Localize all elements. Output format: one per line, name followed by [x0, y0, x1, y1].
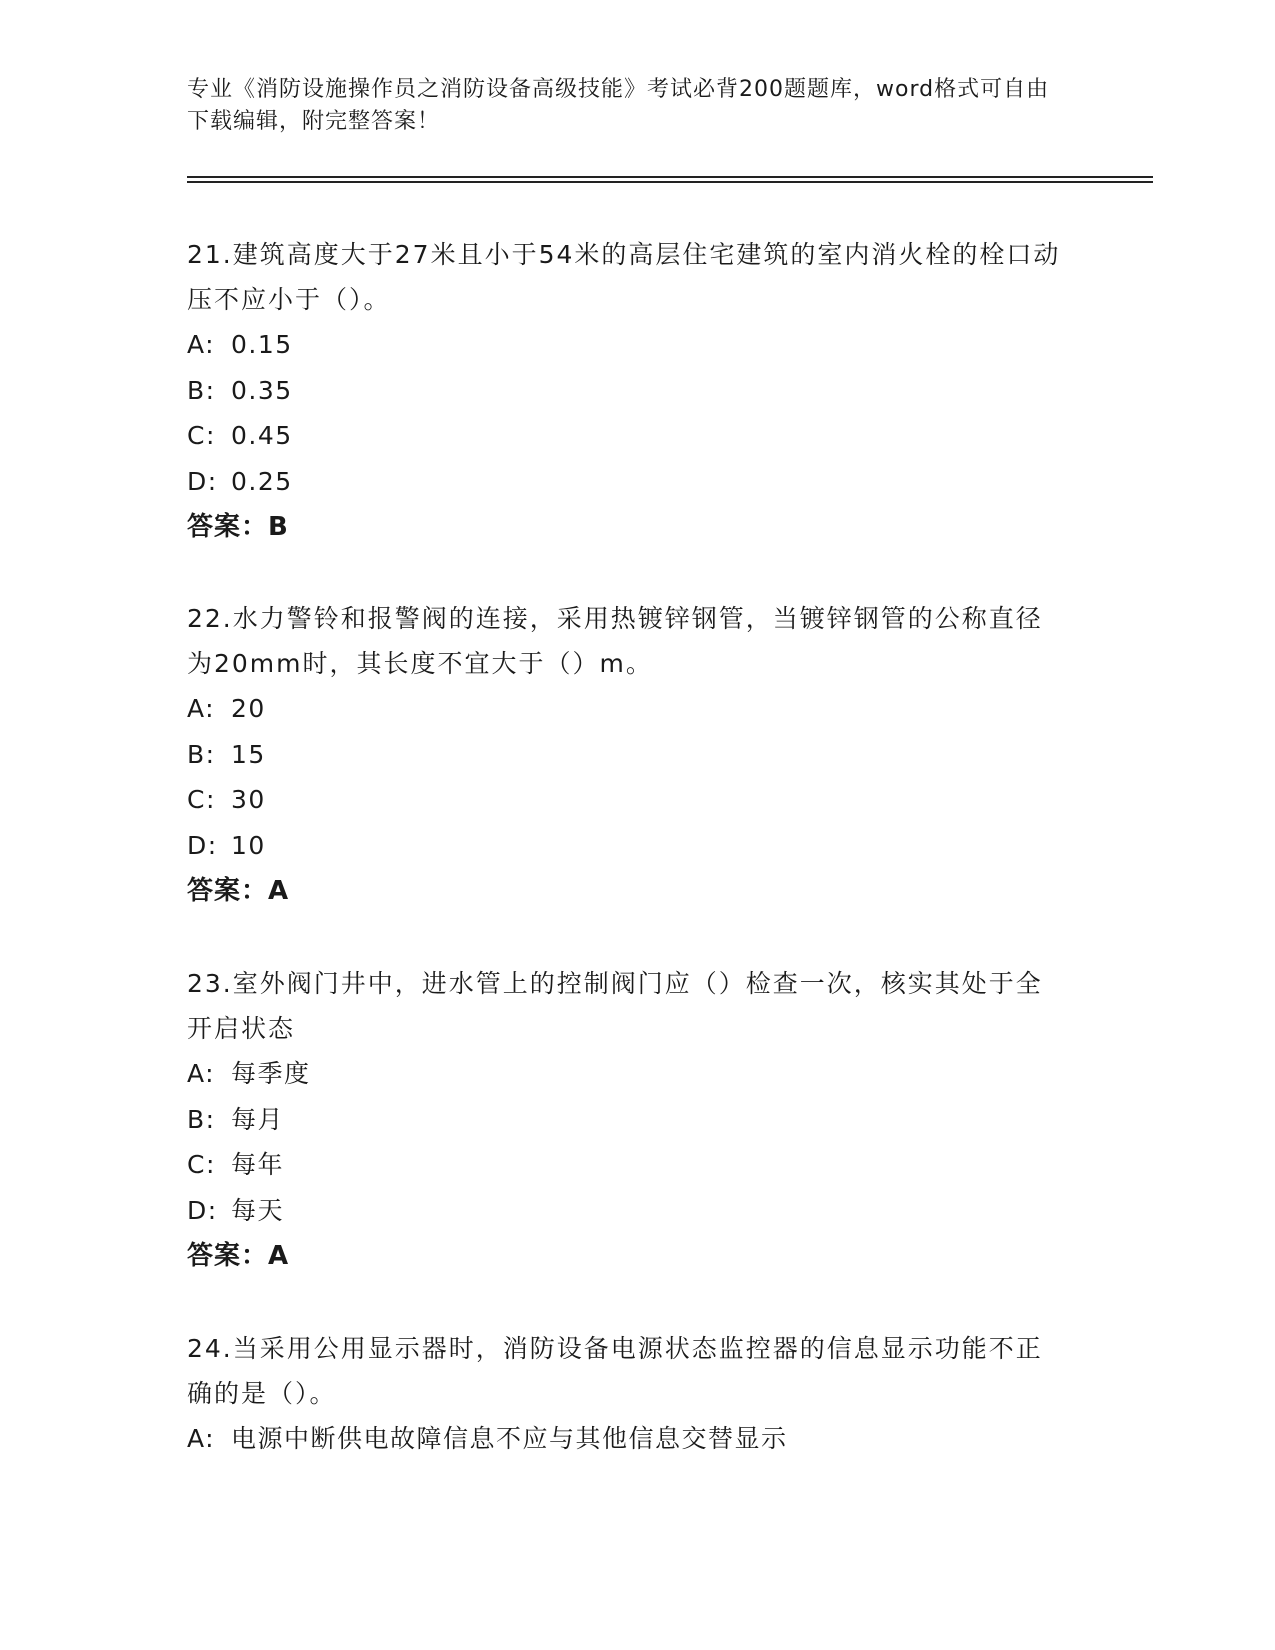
option-text: 20 — [231, 694, 266, 723]
question-22 — [187, 596, 1067, 914]
option-d — [187, 459, 1067, 505]
option-label: A: — [187, 1059, 216, 1088]
option-label: A: — [187, 330, 216, 359]
option-label: B: — [187, 1104, 216, 1134]
option-d — [187, 823, 1067, 869]
option-text: 15 — [231, 739, 266, 769]
option-b — [187, 368, 1067, 414]
option-label: C: — [187, 1150, 216, 1179]
option-text: 每月 — [231, 1104, 285, 1134]
option-text: 每天 — [231, 1195, 285, 1225]
option-c — [187, 413, 1067, 459]
option-text: 电源中断供电故障信息不应与其他信息交替显示 — [231, 1424, 788, 1453]
header-divider-bottom — [187, 181, 1153, 183]
option-text: 10 — [231, 830, 266, 860]
option-b — [187, 1097, 1067, 1143]
option-b — [187, 732, 1067, 778]
question-stem: 24.当采用公用显示器时，消防设备电源状态监控器的信息显示功能不正确的是（）。 — [187, 1334, 1043, 1408]
question-24 — [187, 1326, 1067, 1462]
option-label: D: — [187, 1195, 218, 1225]
question-stem: 23.室外阀门井中，进水管上的控制阀门应（）检查一次，核实其处于全开启状态 — [187, 969, 1043, 1043]
option-text: 0.45 — [231, 421, 293, 450]
option-a — [187, 1051, 1067, 1097]
option-label: C: — [187, 421, 216, 450]
option-label: D: — [187, 466, 218, 496]
option-a — [187, 322, 1067, 368]
document-header-title: 专业《消防设施操作员之消防设备高级技能》考试必背200题题库，word格式可自由下载编辑，附完整答案！ — [187, 77, 1050, 134]
header-divider-top — [187, 176, 1153, 178]
question-stem: 21.建筑高度大于27米且小于54米的高层住宅建筑的室内消火栓的栓口动压不应小于（）。 — [187, 240, 1061, 314]
question-answer: 答案：B — [187, 512, 289, 542]
option-a — [187, 1416, 1067, 1462]
question-answer: 答案：A — [187, 1241, 290, 1271]
question-21 — [187, 232, 1067, 550]
option-label: C: — [187, 785, 216, 814]
option-c — [187, 777, 1067, 823]
option-label: D: — [187, 830, 218, 860]
option-text: 每季度 — [231, 1059, 311, 1088]
question-stem: 22.水力警铃和报警阀的连接，采用热镀锌钢管，当镀锌钢管的公称直径为20mm时，其长度不宜大于（）m。 — [187, 604, 1043, 678]
option-label: A: — [187, 694, 216, 723]
option-label: A: — [187, 1424, 216, 1453]
option-label: B: — [187, 375, 216, 405]
option-d — [187, 1188, 1067, 1234]
option-text: 0.25 — [231, 466, 293, 496]
option-c — [187, 1142, 1067, 1188]
question-23 — [187, 961, 1067, 1279]
question-answer: 答案：A — [187, 876, 290, 906]
option-text: 30 — [231, 785, 266, 814]
option-text: 每年 — [231, 1150, 285, 1179]
option-text: 0.15 — [231, 330, 293, 359]
option-text: 0.35 — [231, 375, 293, 405]
option-label: B: — [187, 739, 216, 769]
option-a — [187, 686, 1067, 732]
